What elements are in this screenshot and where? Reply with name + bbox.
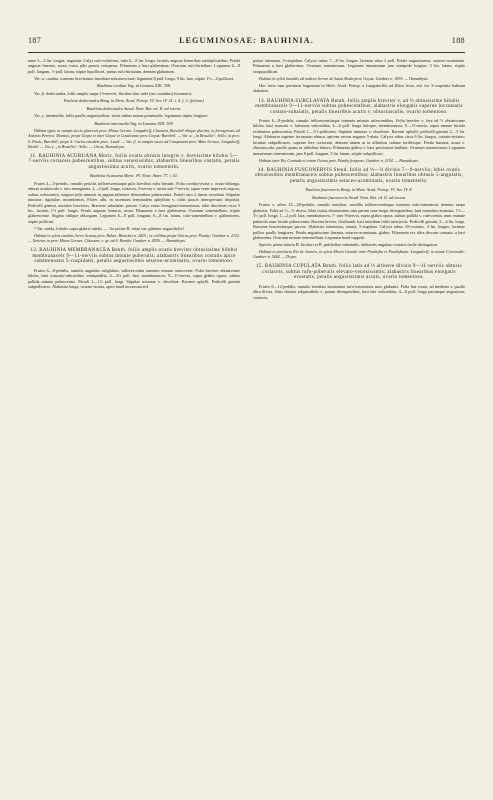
synonym: Bauhinia dodecandra Steud. Nom. Bot. ed. II. ad vocem. xyxy=(86,105,182,111)
synonym: Bauhinia intermedia Vog. in Linnaea XIII. 309. xyxy=(94,120,174,126)
paragraph: Frutex 4—5-pedalis, ramulis petiolis inflorescentiaque pilis brevibus rufis hirsutis. Folia cordato-ovata v. ovato-oblonga, obtusa acutiuscula v. raro emarginata, 2—4 poll. longa, coriacea, 5-nervia v. rarius sub-7-nervia, supra venis impressis rugosa, subtus rufescentia, strigose pilis minutis in pagina inferiore densioribus pubescentia. Petioli raro 2 lineas excedunt. Stipulae minutae, rigidulae, incumbentes. Flores albi, in racemum terminalem aphyllum v. foliis paucis interspersum dispositi. Pedicelli gemini, unciales breviores. Bracteae subulatae, parvae. Calyx extus ferrugineo-tomentosus, tubo disciferae circa 5 lin., laciniis 1½ poll. longis. Petala anguste linearia, acuta. Filamenta a basi glaberrima. Ovarium tomentellum, stipite glabrescente. Stigma oblique oblongum. Legumen 6—8 poll. longum, 6—8 lin. latum, rufo-tomentellum v. glabrescens, stipite pollicari. xyxy=(28,180,240,224)
paragraph: Hoc forte cum pertinent fragmenta in Herb. Acad. Petrop. a Langsdorffio ad Illeos lecta, etsi vix 3-cuspidata habeant alabastra. xyxy=(253,82,465,94)
species-heading: 12. BAUHINIA MEMBRANACEA Benth. foliis amplis ovatis breviter obtusissime bilobis membranaceis 9—11-nerviis subtus minute puberulis; alabastris linearibus costatis apice subattenuatis 5-cuspidatis, petalis angustissimis setaceo-acuminatis, ovario tomentoso. xyxy=(30,248,238,265)
left-column xyxy=(28,58,240,291)
habitat-note: Habitat in provincia Rio de Janeiro, in sylvis Morro Grande inter Parahyba et Parahybuna: Langsdorff; in monte Corcovado: Gardner n. 5444. — Dryas. xyxy=(253,249,465,260)
paragraph: Frutex 8—12-pedalis, ramulis teretibus tenuissime rufo-tomentosis mox glabratis. Folia late ovata, ad medium v. paullo ultra divisa, lobis obtusis subparallelis v. parum divergentibus, basi late subcordata, 4—6 poll. longa parumque angustiora, coriacea, xyxy=(253,283,465,300)
running-title: LEGUMINOSAE: BAUHINIA. xyxy=(179,36,314,45)
paragraph: potius attenuata, 5-cuspidata. Calycis tubus 7—8 lin. longus, laciniae ultra 2 poll. Petala angustissima, setaceo-acuminata. Filamenta a basi glaberrima. Ovarium tomentosum. Legumen immaturum jam semipede longius, 5 lin. latum, stipite sesquipollicari. xyxy=(253,58,465,74)
species-heading: 11. BAUHINIA ACURUANA Moric. foliis ovatis obtusis integris v. brevissime bilobis 5—7-nerviis coriaceis pubescentibus, subtus venosissimis; alabastris linearibus costatis, petalis angustissimis acutis, ovario tomentello. xyxy=(28,153,240,170)
paragraph: Var. α. cordata, tomento brevissimo interdum subcanescente; legumine 8 poll. longo, 9 lin. lato, stipite 1½—2-pollicari. xyxy=(34,75,235,81)
page-header xyxy=(28,36,465,50)
synonym: Bauhinia fusconervis Steud. Nom. Bot. ed. II. ad vocem. xyxy=(312,194,406,200)
right-column xyxy=(253,58,465,302)
paragraph: Var. β. dodecandra, foliis amplis saepe 13-nerviis, floribus hinc inde (nec omnibus) hexameris. xyxy=(34,90,193,96)
page-number-right: 188 xyxy=(451,36,465,45)
paragraph: Species primo intuitu B. bicolori et B. pulchellae subsimilis, alabastris angulato-costatis facile distinguitur. xyxy=(259,242,438,248)
paragraph: Var. γ. intermedia, foliis paullo angustioribus, venis subtus minus prominulis, leguminis stipite longiore. xyxy=(34,113,209,119)
paragraph: nune 3—4 lin. longae, angustae. Calyx rufo-velutinus, tubo 6—8 lin. longo, laciniis anguste linearibus subtriplicatibus. Petala anguste linearia, acuta, extus pilis paucis conspersa. Filamenta a basi glaberrima. Ovarium rufo-hirtellum. Legumen 6—8 poll. longum, ½ poll. latum, stipite bipollicari, junius rufo-hirsutum, demum glabratum. xyxy=(28,58,240,74)
header-rule xyxy=(28,52,465,53)
habitat-note: Habitat in sylvis humidis ad radices Serrae de Santa Brida prov. Goyaz: Gardner n. 3693. — Hamadryas. xyxy=(259,75,429,81)
paragraph: Frutex 6—8-pedalis, ramulis angulatis subglabris, inflorescentia tomento minuto canescente. Folia breviter obtusissime biloba, basi truncato-subcordata, semipedalia, 4—4½ poll. lata, membranacea, 9—11-nervia, supra glabra opaca, subtus pallida minute pubescentia. Petioli 1—1½ poll. longi. Stipulae minutae v. obsoletae. Racemi aphylli. Pedicelli gemini subpollicares. Alabastra longa, costato-striata, apice haud incrassata sed xyxy=(28,267,240,290)
species-heading: 15. BAUHINIA CUPULATA Benth. foliis latis ad ⅓ altiusve divisis 9—11-nerviis obtusis coriaceis, subtus rufo-puberulis elevato-venosissimis; alabastris linearibus elongatis ecostatis, petalis angustissimis acutis, ovario tomentoso. xyxy=(256,264,462,281)
habitat-note: Habitat inter Rio Comisda et ortum Oeiras prov. Piauhy frequens: Gardner n. 2154. — Hamadryas. xyxy=(259,157,419,163)
paragraph: Frutex 6—8-pedalis, ramulis inflorescentiaque tomento minuto rufescentibus. Folia breviter v. fere ad ⅓ obtusissime biloba, basi truncata v. latissime subcordata, 4—6 poll. longa latisque, membranacea, 9—11-nervia, supra minute hirtula evidentius pubescentia. Petioli 1—1½-pollicares. Stipulae minutae v. obsoletae. Racemi aphylli; pedicelli gemini 2—3 lin. longi. Alabastra superne incrassato-obtusa, apicem versus anguste 5-alata. Calycis tubus circa 6 lin. longus, costato-striatus; laciniae subpollicares, superne fere coriaceae, demum tamen ut in affinibus solutae tortilesque. Petala linearia, acuta v. obtusiuscula, paullo quam in affinibus latiora. Filamenta glabra v. basi parcissime barbata. Ovarium tomentosum. Legumen immaturum tomentosum, jam 8 poll. longum, 5 lin. latum, stipite subpollicari. xyxy=(253,118,465,156)
synonym: Pauletia dodecandra Bong. in Mem. Acad. Petrop. VI. Ser. IV. 21. t. 4. f. 2. (folium.) xyxy=(63,98,205,104)
habitat-note: Habitat in sylvis caeduis Serra Acurua prov. Bahia: Blanchet n. 2825.; in collibus prope Oeiras prov. Piauhy: Gardner n. 2152. — Varietas in prov. Minas Geraes: Claussen; e. gr. ad S. Romão: Gardner n. 4556. — Hamadryas. xyxy=(28,233,240,244)
paragraph: ? Var. nitida, foliolis supra glabris nitidis. — An potius B. rufae var. glabrior angustifolia? xyxy=(34,225,185,231)
paragraph: Frutex v. arbor 15—20-pedalis, ramulis tenuibus, novellis inflorescentiaque tomento rufo-tomentosis demum saepe glabratis. Folia ad ⅓—⅔ divisa, lobis ovatis obtusissimis sinu parum sane magis divergentibus, basi rotundato-truncata, 1½—3½ poll. longa, 1—2 poll. lata, membranacea, 7- raro 9-nervia, supra glabra opaca, subtus pallida v. rufescentia, nunc minute puberula nunc lucide pubescentia. Racemi breves, floribundi, basi interdum foliis interjectis. Pedicelli gemini, 3—4 lin. longi. Bracteae bracteolaeque parvae. Alabastra tomentosa, tenuia, 5-angulata. Calycis tubus 10-costatus, 4 lin. longus; laciniae pollice paullo longiores. Petala angustissime linearia, setaceo-acuminata, glabra. Filamenta vix ultra discum connata, a basi glaberrima. Ovarium minute tomentellum. Legumen haud suppetit. xyxy=(253,202,465,240)
habitat-note: Habitat typus in campis siccis glareosis prov. Minas Geraes: Langsdorff, Claussen, Burchell aliique plurimi; in ferruginosis ad Antonio Pereira: Martius; prope Goyaz et inter Goyaz et Cavalcante prov. Goyaz: Burchell. — Var. α. „in Brasilia“: Sello; in prov. S. Paulo, Burchell; prope S. Carlos eiusdem prov.: Lund. — Var. β. in campis siccis ad Campanam prov. Mato Grosso: Langsdorff, Riedel. — Var. γ. „in Brasilia“: Sello. — Orcas, Hamadryas. xyxy=(28,128,240,149)
species-heading: 13. BAUHINIA SUBCLAVATA Benth. foliis amplis breviter v. ad ⅓ obtusissime bilobis membranaceis 9—11-nerviis subtus pubescentibus; alabastris elongatis superne incrassatis costato-subalatis, petalis linearibus acutis v. obtusiusculis, ovario tomentoso. xyxy=(255,98,463,115)
page-number-left: 187 xyxy=(28,36,42,45)
synonym: Bauhinia cordata Vog. in Linnaea XIII. 308. xyxy=(97,83,171,89)
synonym: Pauletia fusconervis Bong. in Mem. Acad. Petrop. VI. Ser. IV. 8. xyxy=(305,187,413,193)
species-heading: 14. BAUHINIA FUSCONERVIS Steud. foliis ad ⅓—⅔ divisis 7—9-nerviis; lobis ovatis obtusissimis membranaceis subtus pubescentibus; alabastris linearibus obtusis 5-angulatis, petalis angustissimis setaceo-acuminatis, ovario tomentello. xyxy=(254,167,464,184)
synonym: Bauhinia Acuruana Moric. Pl. Nouv. Amer. 77. t. 51. xyxy=(89,173,179,179)
